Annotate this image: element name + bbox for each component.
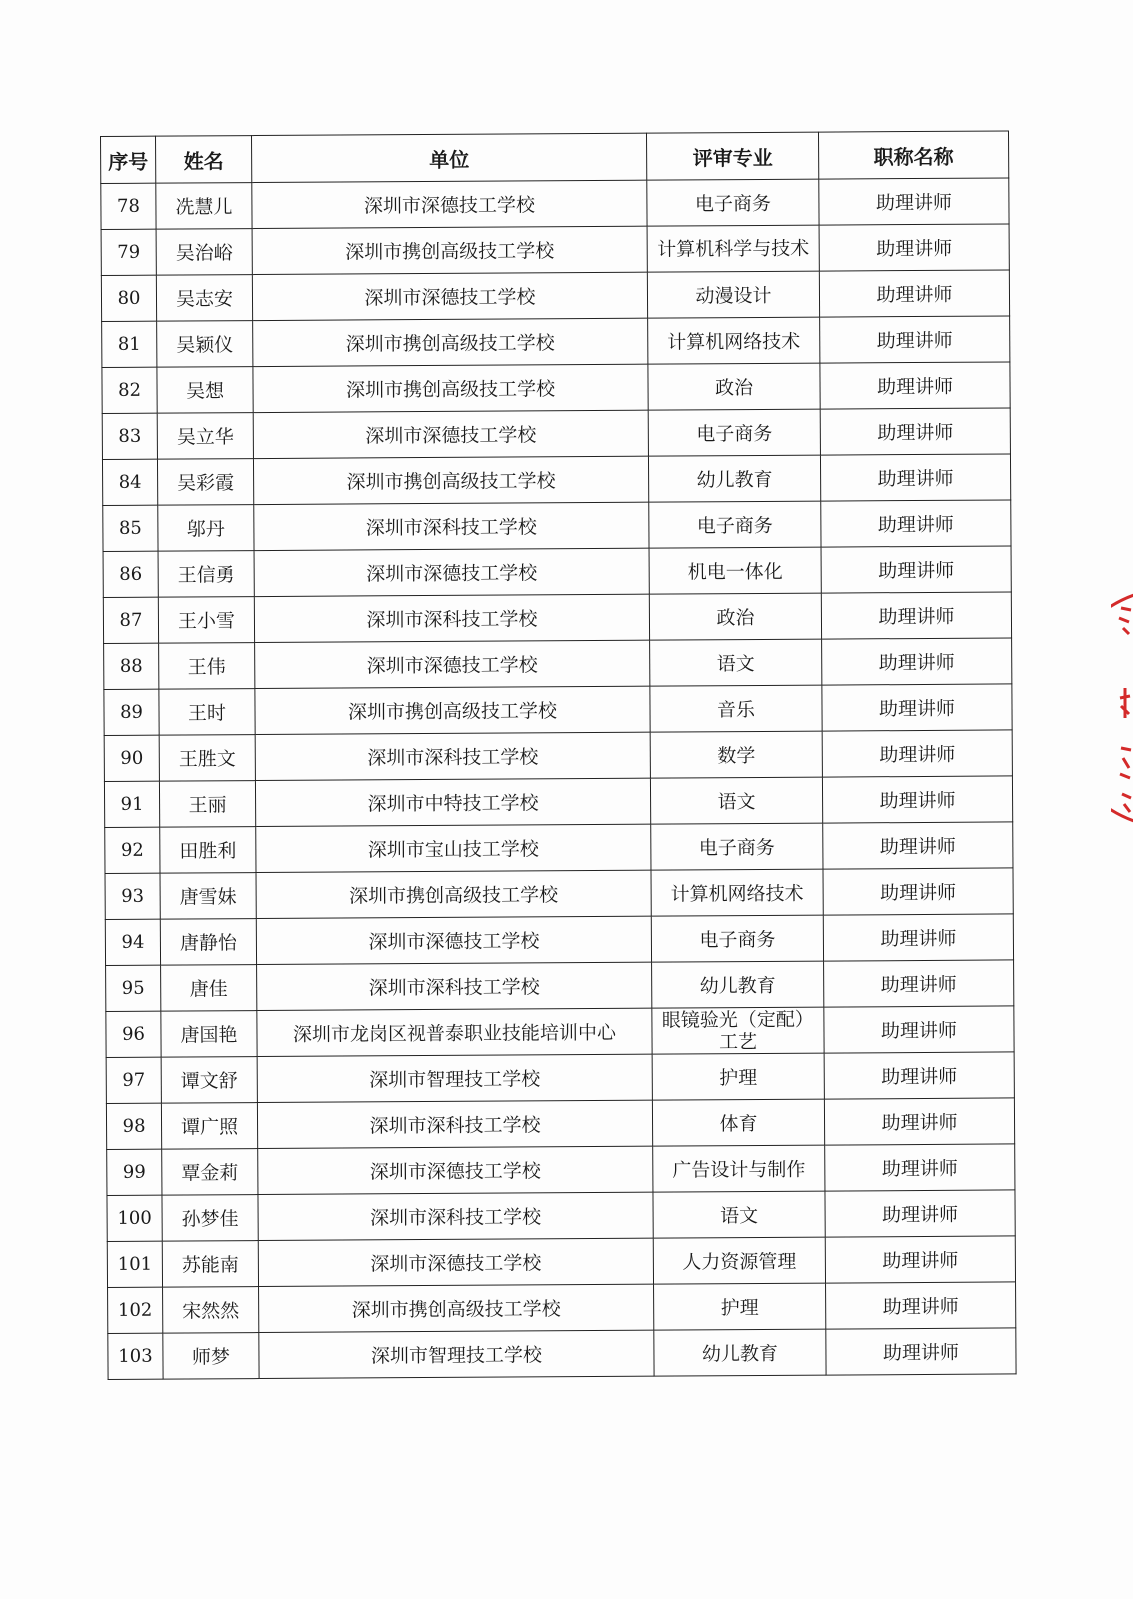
- cell-unit: 深圳市携创高级技工学校: [255, 686, 650, 734]
- header-no: 序号: [101, 136, 156, 183]
- cell-name: 吴立华: [157, 413, 253, 460]
- cell-title: 助理讲师: [824, 1098, 1014, 1145]
- cell-unit: 深圳市深德技工学校: [256, 916, 651, 964]
- cell-major: 护理: [654, 1283, 826, 1330]
- table-row: [104, 638, 1012, 690]
- cell-name: 宋然然: [163, 1287, 259, 1334]
- cell-name: 唐佳: [161, 965, 257, 1012]
- cell-major: 幼儿教育: [648, 455, 820, 502]
- cell-name: 王信勇: [158, 551, 254, 598]
- table-row: [105, 914, 1013, 966]
- cell-no: 96: [106, 1011, 161, 1057]
- cell-title: 助理讲师: [823, 868, 1013, 915]
- cell-title: 助理讲师: [820, 454, 1010, 501]
- roster-table: [100, 130, 1017, 1380]
- cell-name: 吴想: [157, 367, 253, 414]
- cell-unit: 深圳市深科技工学校: [258, 1192, 653, 1240]
- cell-major: 数学: [650, 731, 822, 778]
- cell-title: 助理讲师: [825, 1236, 1015, 1283]
- cell-title: 助理讲师: [826, 1328, 1016, 1375]
- cell-no: 99: [107, 1149, 162, 1195]
- cell-unit: 深圳市深德技工学校: [254, 548, 649, 596]
- cell-no: 101: [107, 1241, 162, 1287]
- cell-name: 王时: [159, 689, 255, 736]
- cell-no: 90: [104, 735, 159, 781]
- table-row: [104, 730, 1012, 782]
- cell-major: 护理: [652, 1053, 824, 1100]
- cell-name: 苏能南: [162, 1241, 258, 1288]
- table-row: [106, 960, 1014, 1012]
- cell-no: 93: [105, 873, 160, 919]
- seal-icon: [1111, 588, 1133, 828]
- table-row: [104, 776, 1012, 828]
- cell-title: 助理讲师: [819, 270, 1009, 317]
- table-row: [106, 1006, 1014, 1058]
- cell-no: 95: [106, 965, 161, 1011]
- cell-no: 88: [104, 643, 159, 689]
- cell-title: 助理讲师: [821, 500, 1011, 547]
- cell-unit: 深圳市深科技工学校: [257, 1100, 652, 1148]
- cell-no: 100: [107, 1195, 162, 1241]
- cell-title: 助理讲师: [821, 592, 1011, 639]
- table-row: [107, 1190, 1015, 1242]
- table-row: [102, 408, 1010, 460]
- cell-name: 吴治峪: [156, 229, 252, 276]
- cell-title: 助理讲师: [825, 1190, 1015, 1237]
- cell-unit: 深圳市深科技工学校: [254, 502, 649, 550]
- cell-title: 助理讲师: [820, 408, 1010, 455]
- table-row: [106, 1052, 1014, 1104]
- cell-no: 98: [106, 1103, 161, 1149]
- cell-no: 84: [102, 459, 157, 505]
- cell-name: 冼慧儿: [156, 183, 252, 230]
- cell-major: 幼儿教育: [654, 1329, 826, 1376]
- cell-major: 电子商务: [647, 179, 819, 226]
- table-row: [107, 1144, 1015, 1196]
- cell-unit: 深圳市深科技工学校: [257, 962, 652, 1010]
- cell-title: 助理讲师: [822, 730, 1012, 777]
- cell-unit: 深圳市深科技工学校: [254, 594, 649, 642]
- cell-unit: 深圳市深德技工学校: [258, 1146, 653, 1194]
- cell-title: 助理讲师: [823, 822, 1013, 869]
- cell-no: 103: [108, 1333, 163, 1379]
- cell-major: 机电一体化: [649, 547, 821, 594]
- cell-no: 83: [102, 413, 157, 459]
- cell-major: 语文: [650, 777, 822, 824]
- cell-unit: 深圳市深科技工学校: [255, 732, 650, 780]
- cell-no: 82: [102, 367, 157, 413]
- cell-major: 语文: [653, 1191, 825, 1238]
- cell-unit: 深圳市中特技工学校: [255, 778, 650, 826]
- red-seal-fragment: [1111, 588, 1133, 828]
- cell-no: 97: [106, 1057, 161, 1103]
- cell-major: 电子商务: [651, 915, 823, 962]
- cell-no: 78: [101, 183, 156, 229]
- table-row: [103, 592, 1011, 644]
- cell-name: 邬丹: [158, 505, 254, 552]
- cell-unit: 深圳市宝山技工学校: [256, 824, 651, 872]
- table-row: [102, 362, 1010, 414]
- cell-unit: 深圳市龙岗区视普泰职业技能培训中心: [257, 1008, 652, 1056]
- cell-unit: 深圳市深德技工学校: [253, 410, 648, 458]
- cell-unit: 深圳市携创高级技工学校: [252, 226, 647, 274]
- cell-major: 计算机科学与技术: [647, 225, 819, 272]
- cell-major: 体育: [652, 1099, 824, 1146]
- table-row: [103, 500, 1011, 552]
- cell-title: 助理讲师: [822, 776, 1012, 823]
- cell-unit: 深圳市深德技工学校: [252, 180, 647, 228]
- cell-title: 助理讲师: [826, 1282, 1016, 1329]
- cell-major: 音乐: [650, 685, 822, 732]
- roster-table-wrapper: [100, 130, 1016, 1380]
- cell-unit: 深圳市深德技工学校: [255, 640, 650, 688]
- table-row: [106, 1098, 1014, 1150]
- cell-major: 动漫设计: [647, 271, 819, 318]
- cell-name: 唐国艳: [161, 1011, 257, 1058]
- cell-no: 89: [104, 689, 159, 735]
- cell-major: 广告设计与制作: [653, 1145, 825, 1192]
- table-row: [101, 224, 1009, 276]
- cell-title: 助理讲师: [822, 638, 1012, 685]
- table-row: [102, 316, 1010, 368]
- cell-no: 86: [103, 551, 158, 597]
- table-header: [101, 131, 1009, 184]
- cell-name: 王丽: [159, 781, 255, 828]
- cell-title: 助理讲师: [820, 316, 1010, 363]
- cell-no: 85: [103, 505, 158, 551]
- table-row: [107, 1236, 1015, 1288]
- cell-unit: 深圳市携创高级技工学校: [253, 456, 648, 504]
- cell-name: 唐雪妹: [160, 873, 256, 920]
- header-major: 评审专业: [646, 132, 818, 180]
- cell-name: 吴志安: [156, 275, 252, 322]
- cell-major: 眼镜验光（定配）工艺: [652, 1007, 824, 1054]
- header-title: 职称名称: [818, 131, 1008, 179]
- cell-unit: 深圳市深德技工学校: [252, 272, 647, 320]
- cell-title: 助理讲师: [825, 1144, 1015, 1191]
- cell-no: 92: [105, 827, 160, 873]
- cell-no: 102: [108, 1287, 163, 1333]
- cell-title: 助理讲师: [821, 546, 1011, 593]
- cell-unit: 深圳市智理技工学校: [257, 1054, 652, 1102]
- cell-name: 王胜文: [159, 735, 255, 782]
- header-name: 姓名: [156, 136, 252, 184]
- cell-title: 助理讲师: [824, 960, 1014, 1007]
- cell-major: 幼儿教育: [652, 961, 824, 1008]
- table-row: [101, 178, 1009, 230]
- table-row: [108, 1282, 1016, 1334]
- cell-major: 人力资源管理: [653, 1237, 825, 1284]
- cell-title: 助理讲师: [819, 224, 1009, 271]
- cell-name: 吴彩霞: [157, 459, 253, 506]
- cell-title: 助理讲师: [820, 362, 1010, 409]
- cell-title: 助理讲师: [824, 1052, 1014, 1099]
- cell-title: 助理讲师: [824, 1006, 1014, 1053]
- cell-major: 电子商务: [651, 823, 823, 870]
- cell-name: 唐静怡: [160, 919, 256, 966]
- cell-unit: 深圳市携创高级技工学校: [259, 1284, 654, 1332]
- cell-name: 谭广照: [161, 1103, 257, 1150]
- cell-no: 87: [103, 597, 158, 643]
- table-row: [102, 454, 1010, 506]
- cell-no: 91: [104, 781, 159, 827]
- header-row: [101, 131, 1009, 184]
- table-body: [101, 178, 1016, 1380]
- cell-major: 语文: [650, 639, 822, 686]
- cell-unit: 深圳市携创高级技工学校: [253, 318, 648, 366]
- table-row: [103, 546, 1011, 598]
- cell-no: 80: [101, 275, 156, 321]
- cell-title: 助理讲师: [823, 914, 1013, 961]
- table-row: [104, 684, 1012, 736]
- table-row: [105, 822, 1013, 874]
- cell-name: 王小雪: [158, 597, 254, 644]
- cell-name: 孙梦佳: [162, 1195, 258, 1242]
- table-row: [105, 868, 1013, 920]
- cell-unit: 深圳市智理技工学校: [259, 1330, 654, 1378]
- cell-major: 电子商务: [649, 501, 821, 548]
- cell-unit: 深圳市携创高级技工学校: [256, 870, 651, 918]
- cell-name: 师梦: [163, 1333, 259, 1380]
- cell-major: 政治: [648, 363, 820, 410]
- cell-name: 谭文舒: [161, 1057, 257, 1104]
- cell-major: 电子商务: [648, 409, 820, 456]
- cell-name: 田胜利: [160, 827, 256, 874]
- cell-no: 79: [101, 229, 156, 275]
- cell-major: 计算机网络技术: [648, 317, 820, 364]
- cell-major: 计算机网络技术: [651, 869, 823, 916]
- table-row: [101, 270, 1009, 322]
- header-unit: 单位: [252, 133, 647, 182]
- cell-no: 94: [105, 919, 160, 965]
- cell-title: 助理讲师: [819, 178, 1009, 225]
- cell-unit: 深圳市携创高级技工学校: [253, 364, 648, 412]
- cell-title: 助理讲师: [822, 684, 1012, 731]
- cell-unit: 深圳市深德技工学校: [258, 1238, 653, 1286]
- cell-name: 王伟: [159, 643, 255, 690]
- cell-major: 政治: [649, 593, 821, 640]
- table-row: [108, 1328, 1016, 1380]
- cell-name: 吴颖仪: [157, 321, 253, 368]
- cell-name: 覃金莉: [162, 1149, 258, 1196]
- cell-no: 81: [102, 321, 157, 367]
